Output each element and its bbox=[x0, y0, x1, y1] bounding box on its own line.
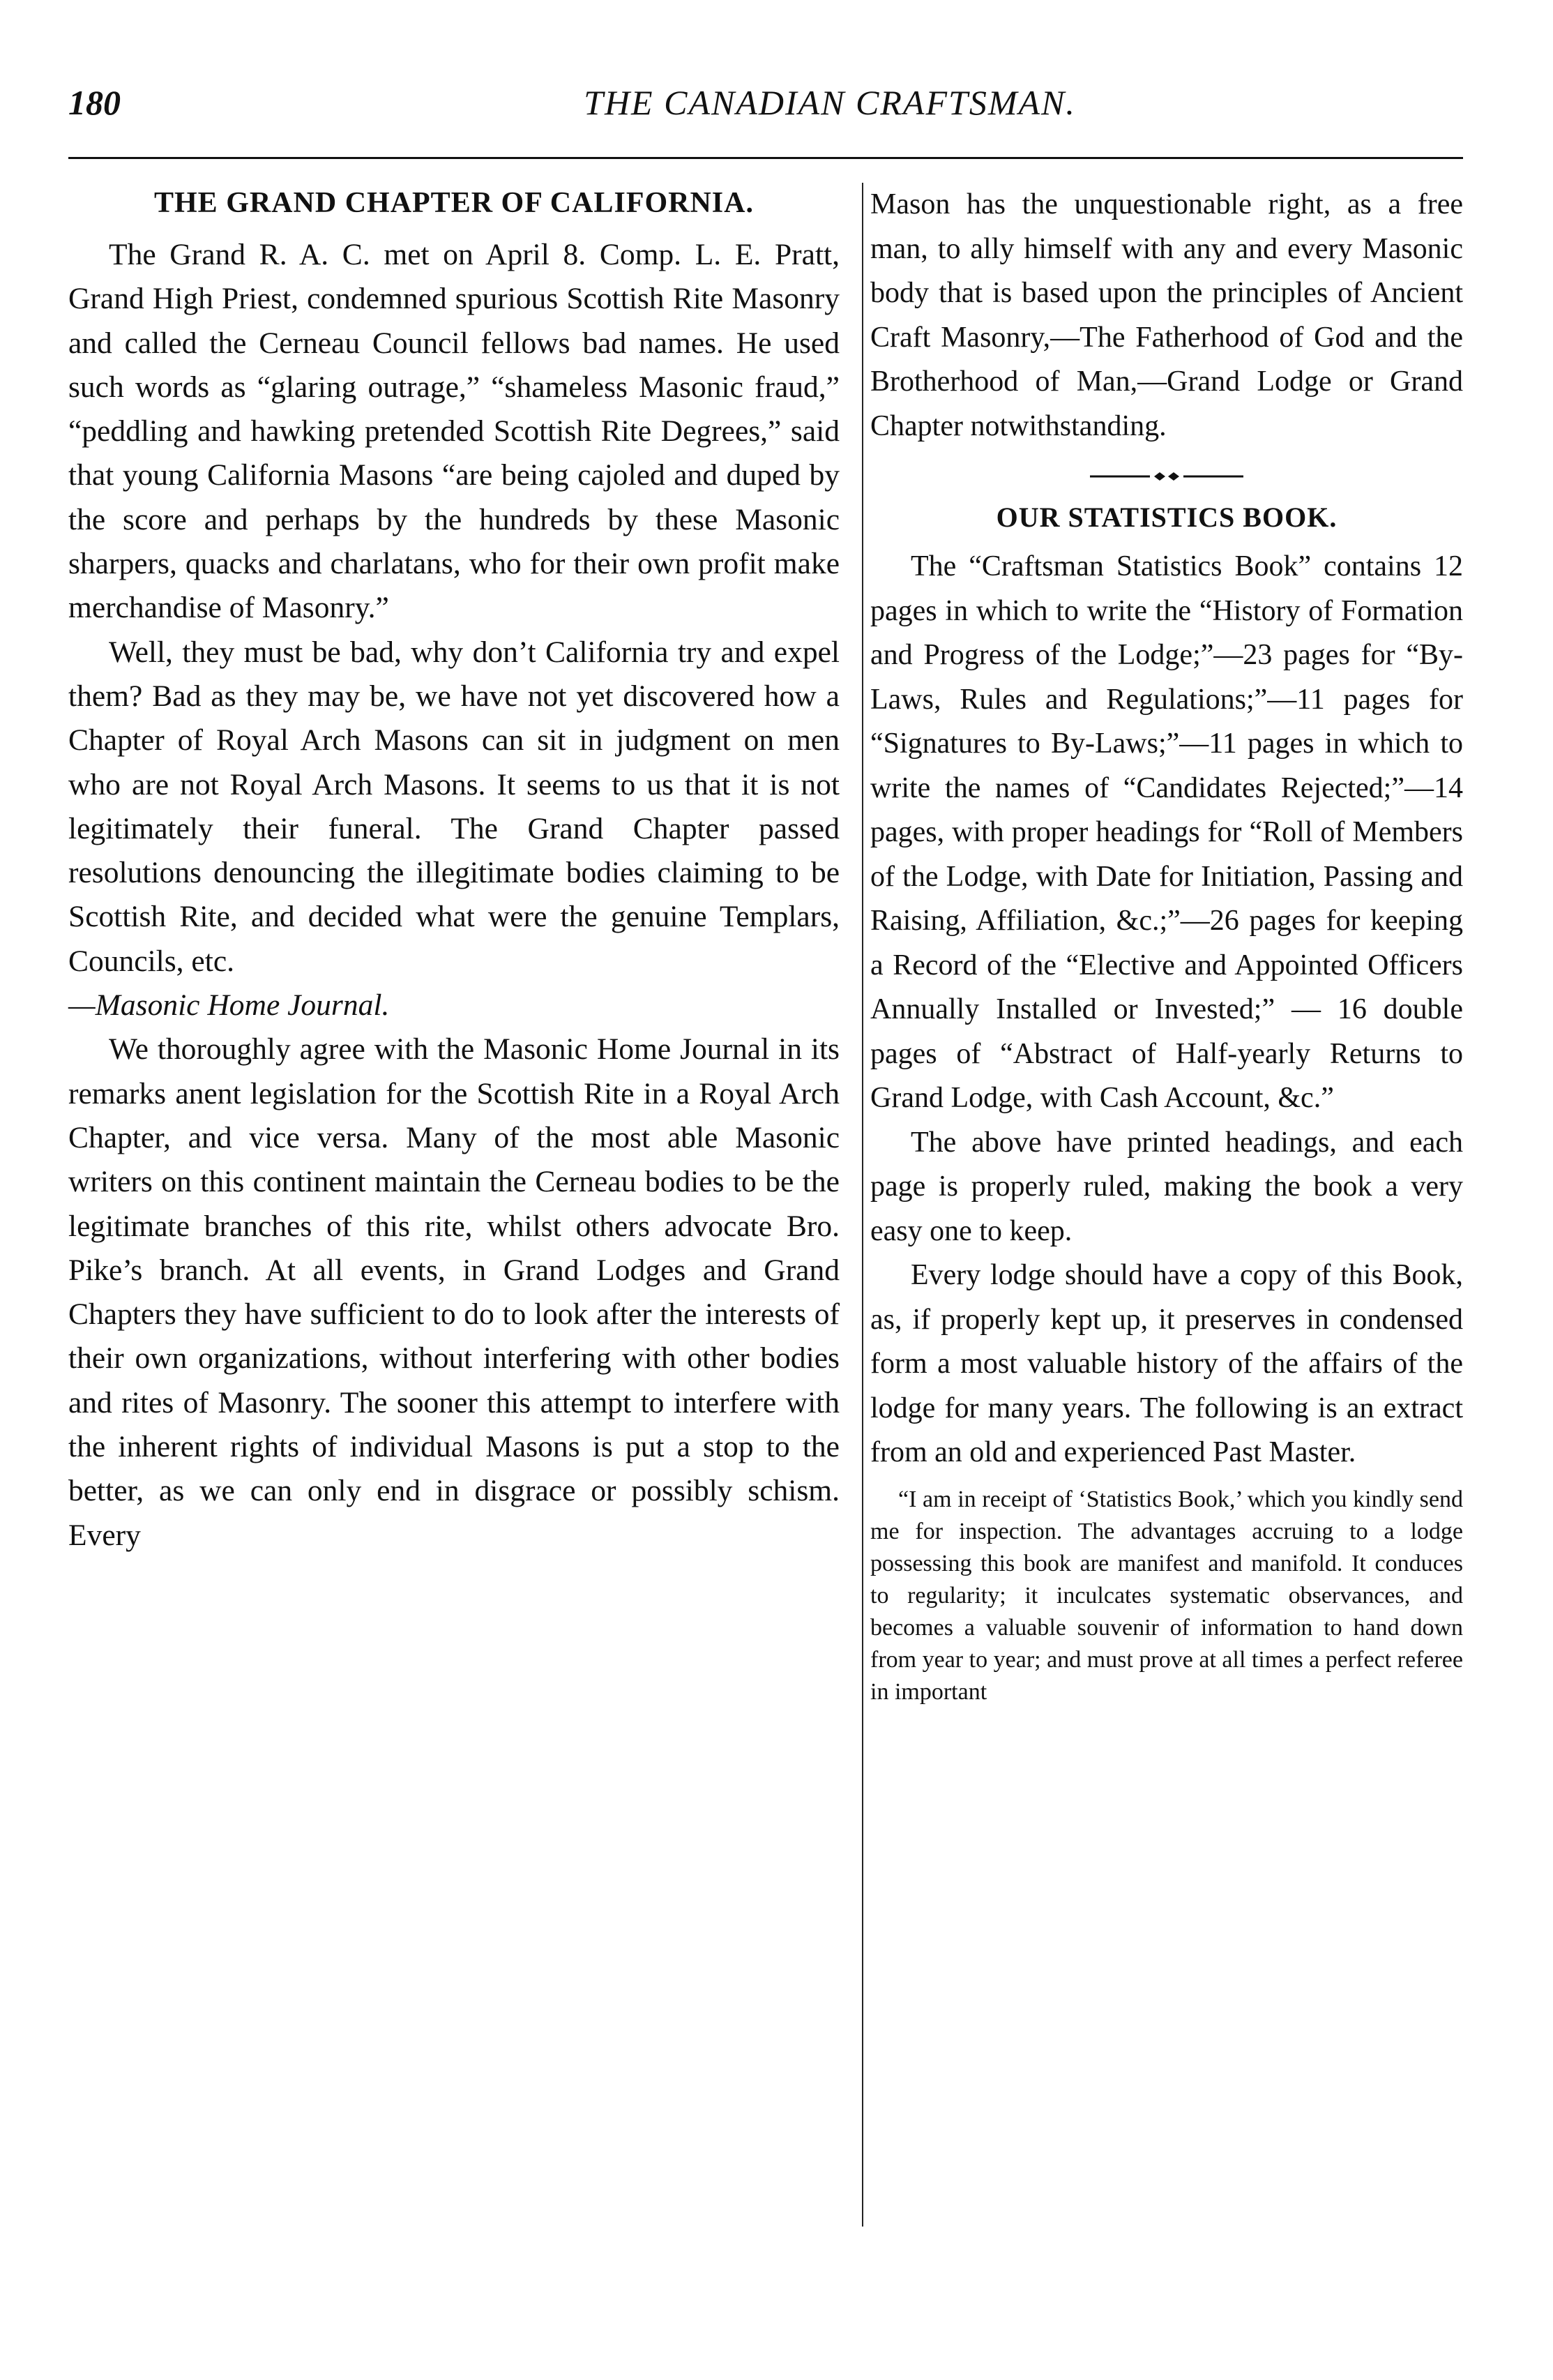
page-number: 180 bbox=[68, 83, 121, 122]
journal-title: THE CANADIAN CRAFTSMAN. bbox=[584, 83, 1076, 122]
ornament-divider-icon bbox=[1090, 469, 1243, 483]
article-paragraph: The “Craftsman Statistics Book” contains 12 pages in which to write the “History of Formation and Progress of the Lodge;”—23 pages for “By-Laws, Rules and Regulations;”—11 pages for “Signatures to By-Laws;”—11 pages in which to write the names of “Candidates Rejected;”—14 pages, with proper headings for “Roll of Members of the Lodge, with Date for Initiation, Passing and Raising, Affiliation, &c.;”—26 pages for keeping a Record of the “Elective and Appointed Officers Annually Installed or Invested;” — 16 double pages of “Abstract of Half-yearly Returns to Grand Lodge, with Cash Account, &c.” bbox=[870, 550, 1463, 1114]
article-paragraph: We thoroughly agree with the Masonic Home Journal in its remarks anent legislation for the Scottish Rite in a Royal Arch Chapter, and vice versa. Many of the most able Masonic writers on this continent maintain the Cerneau bodies to be the legitimate branches of this rite, whilst others advocate Bro. Pike’s branch. At all events, in Grand Lodges and Grand Chapters they have sufficient to do to look after the interests of their own organizations, without interfering with other bodies and rites of Masonry. The sooner this attempt to interfere with the inherent rights of individual Masons is put a stop to the better, as we can only end in disgrace or possibly schism. Every bbox=[68, 1032, 840, 1552]
article-heading-statistics-book: OUR STATISTICS BOOK. bbox=[996, 502, 1338, 533]
article-paragraph: Every lodge should have a copy of this Book, as, if properly kept up, it preserves in condensed form a most valuable history of the affairs of the lodge for many years. The following is an extract from an old and experienced Past Master. bbox=[870, 1259, 1463, 1468]
article-paragraph: The Grand R. A. C. met on April 8. Comp. L. E. Pratt, Grand High Priest, condemned spurious Scottish Rite Masonry and called the Cerneau Council fellows bad names. He used such words as “glaring outrage,” “shameless Masonic fraud,” “peddling and hawking pretended Scottish Rite Degrees,” said that young California Masons “are being cajoled and duped by the score and perhaps by the hundreds by these Masonic sharpers, quacks and charlatans, who for their own profit make merchandise of Masonry.” bbox=[68, 238, 840, 625]
article-paragraph: The above have printed headings, and each page is properly ruled, making the book a very easy one to keep. bbox=[870, 1126, 1463, 1247]
left-column bbox=[68, 183, 840, 1558]
source-attribution: —Masonic Home Journal. bbox=[68, 988, 390, 1023]
article-paragraph-text: Well, they must be bad, why don’t California try and expel them? Bad as they may be, we have not yet discovered how a Chapter of Royal Arch Masons can sit in judgment on men who are not Royal Arch Masons. It seems to us that it is not legitimately their funeral. The Grand Chapter passed resolutions denouncing the illegitimate bodies claiming to be Scottish Rite, and decided what were the genuine Templars, Councils, etc. bbox=[68, 635, 840, 978]
article-paragraph bbox=[68, 631, 840, 1028]
header-rule bbox=[68, 157, 1463, 159]
right-column bbox=[870, 183, 1463, 1708]
testimonial-quote: “I am in receipt of ‘Statistics Book,’ which you kindly send me for inspection. The advantages accruing to a lodge possessing this book are manifest and manifold. It conduces to regularity; it inculcates systematic observances, and becomes a valuable souvenir of information to hand down from year to year; and must prove at all times a perfect referee in important bbox=[870, 1486, 1463, 1705]
section-ornament bbox=[870, 469, 1463, 483]
column-divider bbox=[862, 183, 863, 2227]
running-head bbox=[0, 82, 1553, 138]
article-heading-grand-chapter: THE GRAND CHAPTER OF CALIFORNIA. bbox=[154, 187, 754, 219]
article-continuation: Mason has the unquestionable right, as a free man, to ally himself with any and every Masonic body that is based upon the principles of Ancient Craft Masonry,—The Fatherhood of God and the Brotherhood of Man,—Grand Lodge or Grand Chapter notwithstanding. bbox=[870, 188, 1463, 442]
